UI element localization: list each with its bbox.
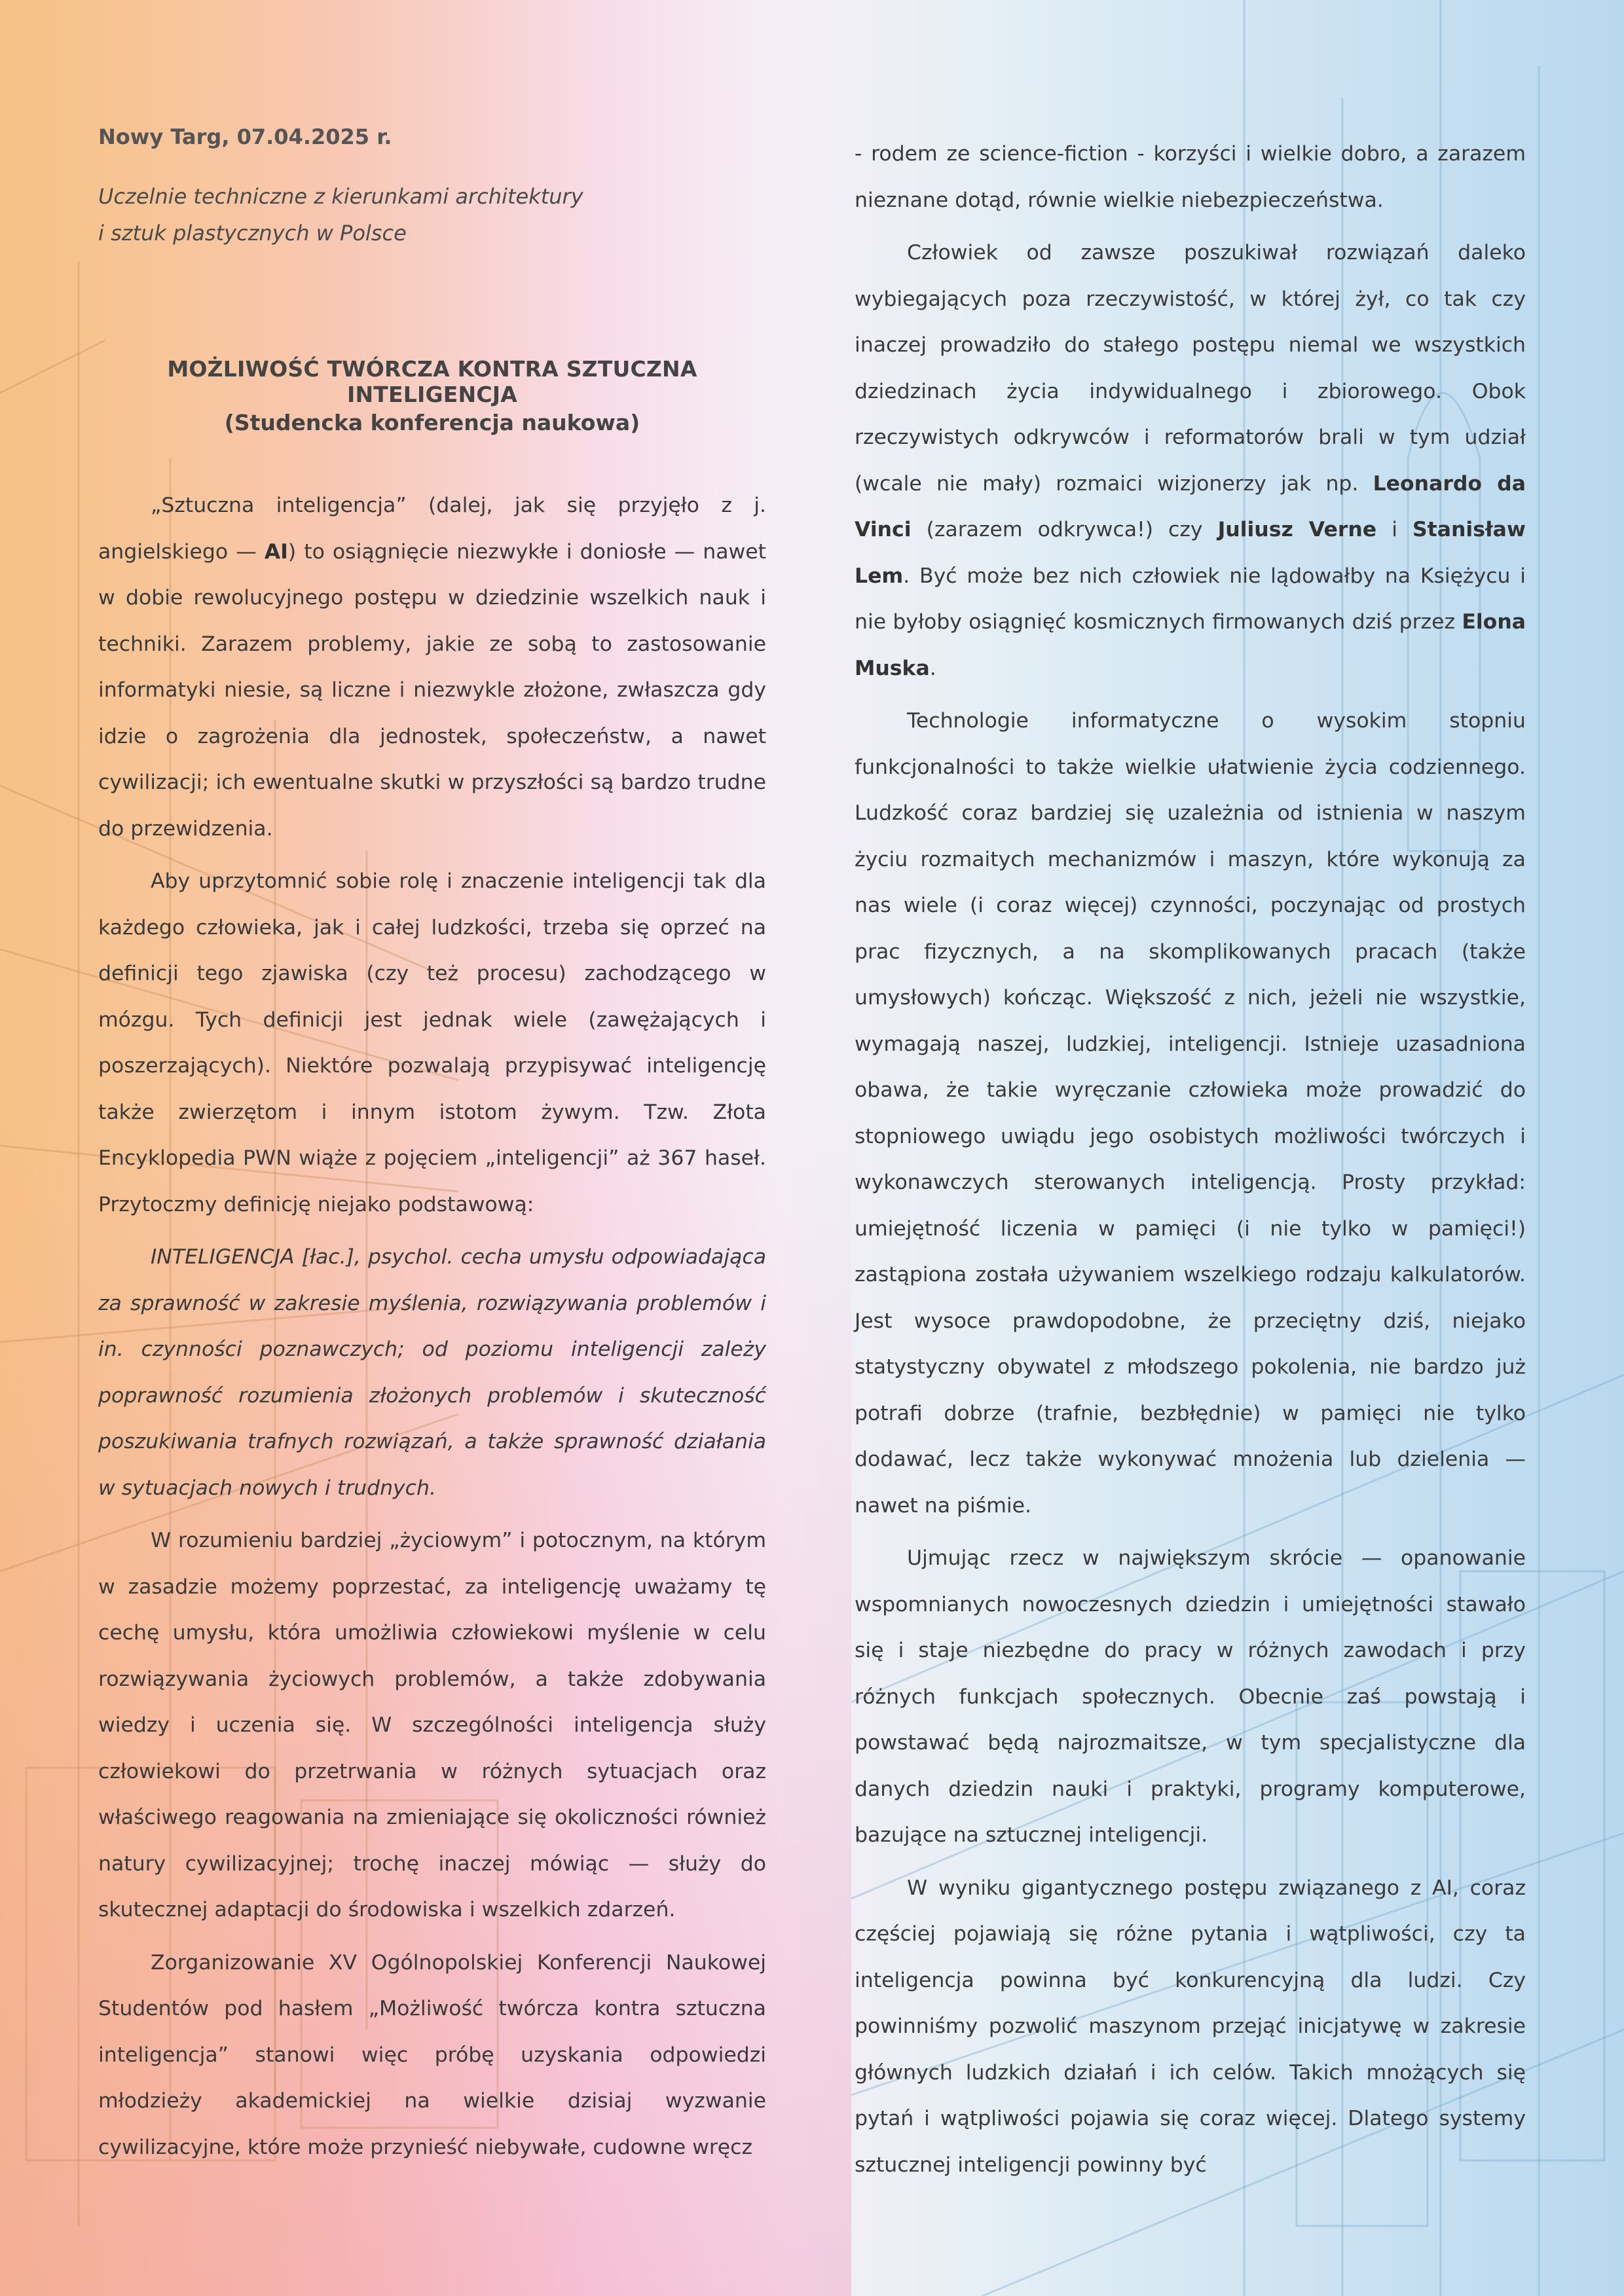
paragraph-6-b: (zarazem odkrywca!) czy xyxy=(911,518,1218,541)
paragraph-1 xyxy=(98,483,766,852)
name-musk: Elona Muska xyxy=(855,610,1526,680)
paragraph-6 xyxy=(855,230,1526,691)
name-verne: Juliusz Verne xyxy=(1217,518,1377,541)
definition-quote: INTELIGENCJA [łac.], psychol. cecha umysłu odpowiadająca za sprawność w zakresie myślenia, rozwiązywania problemów i in. czynności poznawczych; od poziomu inteligencji zależy poprawność rozumienia złożonych problemów i skuteczność poszukiwania trafnych rozwiązań, a także sprawność działania w sytuacjach nowych i trudnych. xyxy=(98,1245,766,1500)
paragraph-6-c: i xyxy=(1376,518,1412,541)
place-date: Nowy Targ, 07.04.2025 r. xyxy=(98,124,392,149)
left-column xyxy=(98,124,766,2170)
paragraph-1-a: „Sztuczna inteligencja” (dalej, jak się przyjęło z j. angielskiego — xyxy=(98,494,766,564)
paragraph-1-b: ) to osiągnięcie niezwykłe i doniosłe — nawet w dobie rewolucyjnego postępu w dziedzinie wszelkich nauk i techniki. Zarazem problemy, jakie ze sobą to zastosowanie informatyki niesie, są liczne i niezwykle złożone, zwłaszcza gdy idzie o zagrożenia dla jednostek, społeczeństw, a nawet cywilizacji; ich ewentualne skutki w przyszłości są bardzo trudne do przewidzenia. xyxy=(98,539,766,841)
document-title: MOŻLIWOŚĆ TWÓRCZA KONTRA SZTUCZNA INTELIGENCJA xyxy=(167,356,697,407)
name-leonardo: Leonardo da Vinci xyxy=(855,471,1526,541)
right-column xyxy=(855,131,1526,2188)
paragraph-6-a: Człowiek od zawsze poszukiwał rozwiązań daleko wybiegających poza rzeczywistość, w której żył, co tak czy inaczej prowadziło do stałego postępu niemal we wszystkich dziedzinach życia indywidualnego i zbiorowego. Obok rzeczywistych odkrywców i reformatorów brali w tym udział (wcale nie mały) rozmaici wizjonerzy jak np. xyxy=(855,241,1526,496)
paragraph-2: Aby uprzytomnić sobie rolę i znaczenie inteligencji tak dla każdego człowieka, jak i całej ludzkości, trzeba się oprzeć na definicji tego zjawiska (czy też procesu) zachodzącego w mózgu. Tych definicji jest jednak wiele (zawężających i poszerzających). Niektóre pozwalają przypisywać inteligencję także zwierzętom i innym istotom żywym. Tzw. Złota Encyklopedia PWN wiąże z pojęciem „inteligencji” aż 367 haseł. Przytoczmy definicję niejako podstawową: xyxy=(98,869,766,1216)
paragraph-8: Ujmując rzecz w największym skrócie — opanowanie wspomnianych nowoczesnych dziedzin i umiejętności stawało się i staje niezbędne do pracy w różnych zawodach i przy różnych funkcjach społecznych. Obecnie zaś powstają i powstawać będą najrozmaitsze, w tym specjalistyczne dla danych dziedzin nauki i praktyki, programy komputerowe, bazujące na sztucznej inteligencji. xyxy=(855,1546,1526,1847)
paragraph-5-continued: - rodem ze science-fiction - korzyści i wielkie dobro, a zarazem nieznane dotąd, równie wielkie niebezpieczeństwa. xyxy=(855,142,1526,212)
paragraph-4: Zorganizowanie XV Ogólnopolskiej Konferencji Naukowej Studentów pod hasłem „Możliwość twórcza kontra sztuczna inteligencja” stanowi więc próbę uzyskania odpowiedzi młodzieży akademickiej na wielkie dzisiaj wyzwanie cywilizacyjne, które może przynieść niebywałe, cudowne wręcz xyxy=(98,1950,766,2159)
paragraph-6-d: . Być może bez nich człowiek nie lądowałby na Księżycu i nie byłoby osiągnięć kosmicznych firmowanych dziś przez xyxy=(855,564,1526,634)
addressee-line-1: Uczelnie techniczne z kierunkami architektury xyxy=(98,184,583,209)
ai-abbreviation: AI xyxy=(264,539,288,564)
addressee xyxy=(98,178,766,251)
addressee-line-2: i sztuk plastycznych w Polsce xyxy=(98,221,407,246)
paragraph-3: W rozumieniu bardziej „życiowym” i potocznym, na którym w zasadzie możemy poprzestać, za inteligencję uważamy tę cechę umysłu, która umożliwia człowiekowi myślenie w celu rozwiązywania życiowych problemów, a także zdobywania wiedzy i uczenia się. W szczególności inteligencja służy człowiekowi do przetrwania w różnych sytuacjach oraz właściwego reagowania na zmieniające się okoliczności również natury cywilizacyjnej; trochę inaczej mówiąc — służy do skutecznej adaptacji do środowiska i wszelkich zdarzeń. xyxy=(98,1529,766,1922)
paragraph-9: W wyniku gigantycznego postępu związanego z AI, coraz częściej pojawiają się różne pytania i wątpliwości, czy ta inteligencja powinna być konkurencyjną dla ludzi. Czy powinniśmy pozwolić maszynom przejąć inicjatywę w zakresie głównych ludzkich działań i ich celów. Takich mnożących się pytań i wątpliwości pojawia się coraz więcej. Dlatego systemy sztucznej inteligencji powinny być xyxy=(855,1876,1526,2177)
paragraph-7: Technologie informatyczne o wysokim stopniu funkcjonalności to także wielkie ułatwienie życia codziennego. Ludzkość coraz bardziej się uzależnia od istnienia w naszym życiu rozmaitych mechanizmów i maszyn, które wykonują za nas wiele (i coraz więcej) czynności, poczynając od prostych prac fizycznych, a na skomplikowanych pracach (także umysłowych) kończąc. Większość z nich, jeżeli nie wszystkie, wymagają naszej, ludzkiej, inteligencji. Istnieje uzasadniona obawa, że takie wyręczanie człowieka może prowadzić do stopniowego uwiądu jego osobistych możliwości twórczych i wykonawczych sterowanych inteligencją. Prosty przykład: umiejętność liczenia w pamięci (i nie tylko w pamięci!) zastąpiona została używaniem wszelkiego rodzaju kalkulatorów. Jest wysoce prawdopodobne, że przeciętny dziś, niejako statystyczny obywatel z młodszego pokolenia, nie bardzo już potrafi dobrze (trafnie, bezbłędnie) w pamięci nie tylko dodawać, lecz także wykonywać mnożenia lub dzielenia — nawet na piśmie. xyxy=(855,709,1526,1518)
document-subtitle: (Studencka konferencja naukowa) xyxy=(224,410,640,435)
name-lem: Stanisław Lem xyxy=(855,518,1526,588)
paragraph-6-e: . xyxy=(929,656,936,680)
